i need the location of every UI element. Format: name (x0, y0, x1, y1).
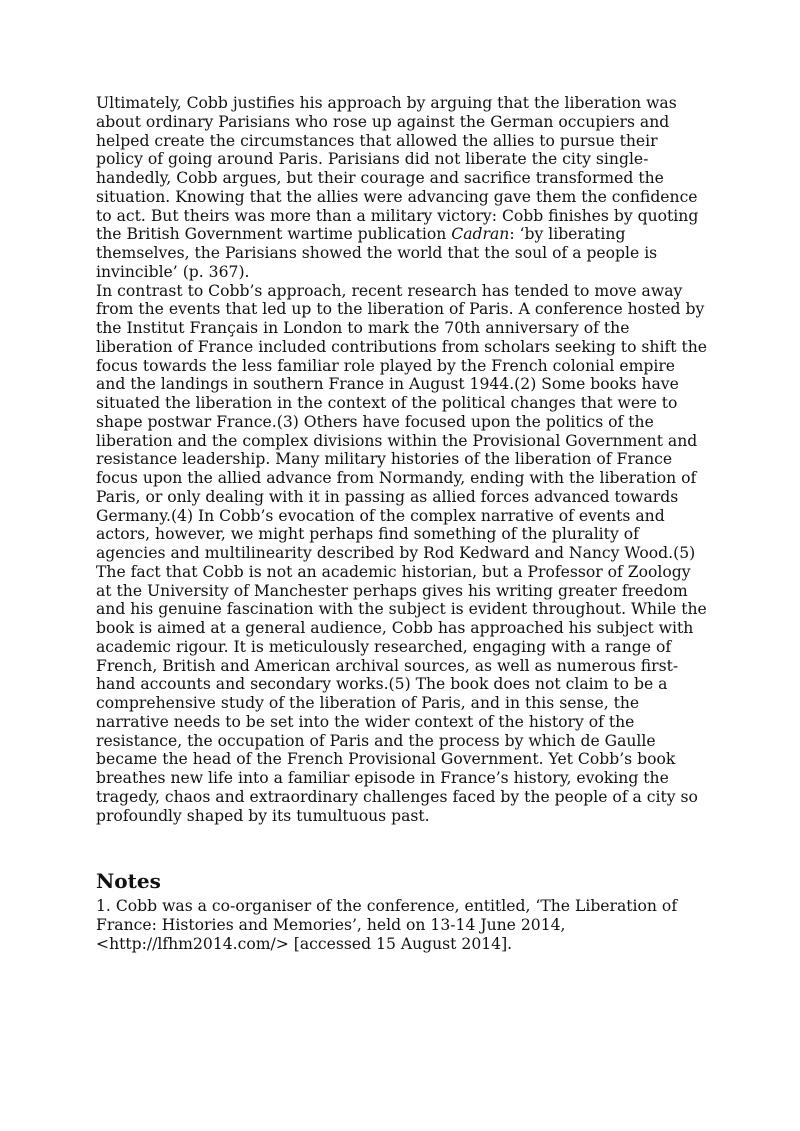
paragraph-1-text-start: Ultimately, Cobb justifies his approach by arguing that the liberation was about ordinary Parisians who rose up against the German occupiers and helped create the circumstances that allowed the allies to pursue their policy of going around Paris. Parisians did not liberate the city single-handedly, Cobb argues, but their courage and sacrifice transformed the situation. Knowing that the allies were advancing gave them the confidence to act. But theirs was more than a military victory: Cobb finishes by quoting the British Government wartime publication (96, 94, 699, 244)
paragraph-1-text-end: : ‘by liberating themselves, the Parisians showed the world that the soul of a people is invincible’ (p. 367). (96, 225, 658, 281)
publication-title-italic: Cadran (451, 225, 510, 244)
document-page (96, 94, 708, 954)
notes-heading: Notes (96, 869, 161, 894)
body-paragraph-1 (96, 94, 708, 282)
body-paragraph-2: In contrast to Cobb’s approach, recent research has tended to move away from the events that led up to the liberation of Paris. A conference hosted by the Institut Français in London to mark the 70th anniversary of the liberation of France included contributions from scholars seeking to shift the focus towards the less familiar role played by the French colonial empire and the landings in southern France in August 1944.(2) Some books have situated the liberation in the context of the political changes that were to shape postwar France.(3) Others have focused upon the politics of the liberation and the complex divisions within the Provisional Government and resistance leadership. Many military histories of the liberation of France focus upon the allied advance from Normandy, ending with the liberation of Paris, or only dealing with it in passing as allied forces advanced towards Germany.(4) In Cobb’s evocation of the complex narrative of events and actors, however, we might perhaps find something of the plurality of agencies and multilinearity described by Rod Kedward and Nancy Wood.(5) (96, 281, 707, 562)
body-paragraph-3: The fact that Cobb is not an academic historian, but a Professor of Zoology at the University of Manchester perhaps gives his writing greater freedom and his genuine fascination with the subject is evident throughout. While the book is aimed at a general audience, Cobb has approached his subject with academic rigour. It is meticulously researched, engaging with a range of French, British and American archival sources, as well as numerous first-hand accounts and secondary works.(5) The book does not claim to be a comprehensive study of the liberation of Paris, and in this sense, the narrative needs to be set into the wider context of the history of the resistance, the occupation of Paris and the process by which de Gaulle became the head of the French Provisional Government. Yet Cobb’s book breathes new life into a familiar episode in France’s history, evoking the tragedy, chaos and extraordinary challenges faced by the people of a city so profoundly shaped by its tumultuous past. (96, 562, 707, 825)
note-item-1: 1. Cobb was a co-organiser of the conference, entitled, ‘The Liberation of France: Histories and Memories’, held on 13-14 June 2014, <http://lfhm2014.com/> [accessed 15 August 2014]. (96, 897, 678, 953)
